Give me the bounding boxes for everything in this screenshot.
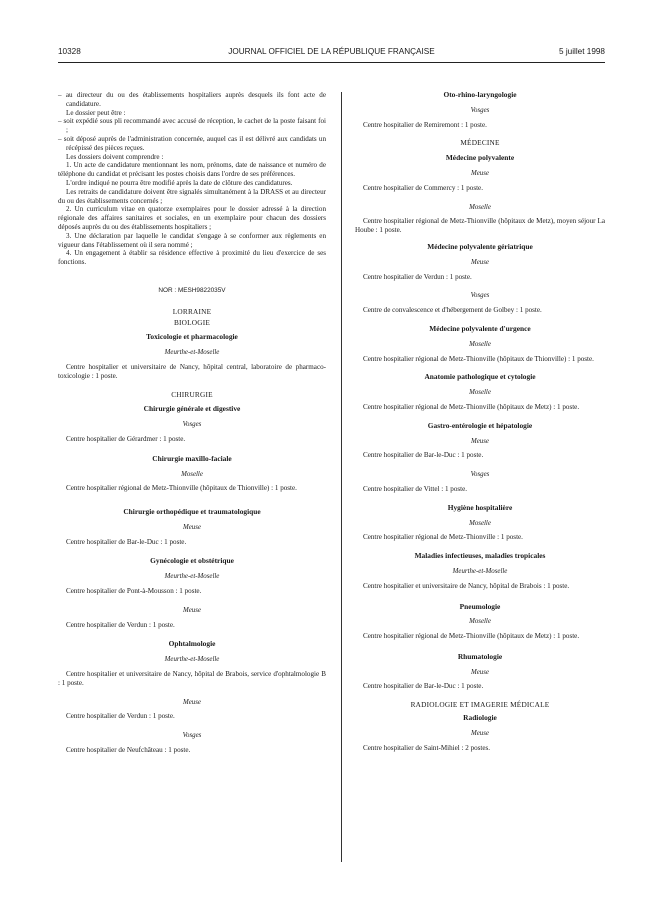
post-entry: Centre hospitalier régional de Metz-Thionville (hôpitaux de Metz) : 1 poste.: [363, 402, 580, 411]
post-entry: Centre hospitalier et universitaire de Nancy, hôpital de Brabois : 1 poste.: [363, 581, 570, 590]
left-listings: [58, 308, 326, 755]
journal-title: JOURNAL OFFICIEL DE LA RÉPUBLIQUE FRANÇAISE: [228, 47, 435, 56]
post-entry: Centre hospitalier régional de Metz-Thionville (hôpitaux de Thionville) : 1 poste.: [66, 484, 297, 493]
department-label: Meurthe-et-Moselle: [164, 656, 220, 664]
specialty-heading: Médecine polyvalente: [445, 153, 515, 163]
specialty-heading: Maladies infectieuses, maladies tropicales: [414, 551, 546, 561]
column-divider: [341, 92, 342, 862]
department-label: Moselle: [469, 340, 491, 348]
post-entry: Centre hospitalier régional de Metz-Thionville (hôpitaux de Metz), moyen séjour La Hoube : 1 poste.: [355, 217, 605, 235]
intro-paragraph: L'ordre indiqué ne pourra être modifié après la date de clôture des candidatures.: [66, 178, 293, 187]
post-entry: Centre hospitalier de Bar-le-Duc : 1 poste.: [363, 451, 484, 460]
post-entry: Centre hospitalier régional de Metz-Thionville (hôpitaux de Metz) : 1 poste.: [363, 632, 580, 641]
department-label: Moselle: [181, 470, 203, 478]
left-column: [58, 91, 326, 755]
department-label: Vosges: [470, 471, 490, 479]
post-entry: Centre hospitalier de Bar-le-Duc : 1 poste.: [363, 682, 484, 691]
header-rule: [58, 62, 605, 63]
department-label: Moselle: [469, 519, 491, 527]
section-heading: LORRAINE: [172, 306, 212, 316]
specialty-heading: Hygiène hospitalière: [447, 502, 513, 512]
specialty-heading: Anatomie pathologique et cytologie: [424, 372, 536, 382]
department-label: Meurthe-et-Moselle: [164, 573, 220, 581]
department-label: Meuse: [471, 437, 489, 445]
specialty-heading: Pneumologie: [459, 601, 501, 611]
intro-paragraph: 4. Un engagement à établir sa résidence effective à proximité du lieu d'exercice de ses fonctions.: [58, 249, 326, 267]
post-entry: Centre de convalescence et d'hébergement de Golbey : 1 poste.: [363, 306, 542, 315]
department-label: Vosges: [470, 292, 490, 300]
department-label: Meurthe-et-Moselle: [452, 567, 508, 575]
post-entry: Centre hospitalier de Gérardmer : 1 poste.: [66, 434, 186, 443]
page-header: [58, 47, 605, 61]
department-label: Moselle: [469, 203, 491, 211]
intro-paragraph: Le dossier peut être :: [66, 108, 126, 117]
department-label: Meuse: [471, 729, 489, 737]
department-label: Meuse: [471, 258, 489, 266]
department-label: Meuse: [183, 523, 201, 531]
intro-paragraph: – soit expédié sous pli recommandé avec accusé de réception, le cachet de la poste faisant foi ;: [58, 117, 326, 135]
department-label: Meuse: [471, 668, 489, 676]
specialty-heading: Ophtalmologie: [168, 639, 216, 649]
post-entry: Centre hospitalier de Vittel : 1 poste.: [363, 484, 468, 493]
department-label: Moselle: [469, 618, 491, 626]
specialty-heading: Gastro-entérologie et hépatologie: [427, 420, 533, 430]
specialty-heading: Radiologie: [463, 713, 497, 723]
department-label: Meurthe-et-Moselle: [164, 349, 220, 357]
department-label: Meuse: [183, 698, 201, 706]
post-entry: Centre hospitalier et universitaire de Nancy, hôpital central, laboratoire de pharmaco-toxicologie : 1 poste.: [58, 362, 326, 380]
specialty-heading: Médecine polyvalente d'urgence: [429, 323, 531, 333]
post-entry: Centre hospitalier de Saint-Mihiel : 2 postes.: [363, 743, 491, 752]
department-label: Vosges: [182, 421, 202, 429]
right-listings: [355, 91, 605, 752]
section-heading: CHIRURGIE: [171, 389, 213, 399]
post-entry: Centre hospitalier de Bar-le-Duc : 1 poste.: [66, 537, 187, 546]
post-entry: Centre hospitalier de Commercy : 1 poste.: [363, 183, 483, 192]
issue-date: 5 juillet 1998: [559, 47, 605, 56]
intro-paragraph: Les retraits de candidature doivent être signalés simultanément à la DRASS et au directeur du ou des établissements concernés ;: [58, 187, 326, 205]
section-heading: MÉDECINE: [460, 138, 500, 148]
intro-paragraph: – au directeur du ou des établissements hospitaliers auprès desquels ils font acte de candidature.: [58, 91, 326, 108]
intro-paragraph: 1. Un acte de candidature mentionnant les nom, prénoms, date de naissance et numéro de téléphone du candidat et précisant les postes choisis dans l'ordre de ses préférences.: [58, 161, 326, 179]
post-entry: Centre hospitalier de Verdun : 1 poste.: [66, 712, 175, 721]
specialty-heading: Gynécologie et obstétrique: [150, 556, 234, 566]
post-entry: Centre hospitalier de Verdun : 1 poste.: [363, 272, 472, 281]
post-entry: Centre hospitalier de Verdun : 1 poste.: [66, 620, 175, 629]
post-entry: Centre hospitalier et universitaire de Nancy, hôpital de Brabois, service d'ophtalmologie B : 1 poste.: [58, 670, 326, 687]
post-entry: Centre hospitalier de Pont-à-Mousson : 1 poste.: [66, 587, 202, 596]
specialty-heading: Chirurgie maxillo-faciale: [152, 453, 232, 463]
section-heading: BIOLOGIE: [173, 317, 211, 327]
department-label: Vosges: [182, 732, 202, 740]
department-label: Meuse: [183, 606, 201, 614]
intro-paragraph: 2. Un curriculum vitae en quatorze exemplaires pour le dossier adressé à la direction régionale des affaires sanitaires et sociales, en un exemplaire pour chacun des dossiers déposés auprès du ou des établissements hospitaliers ;: [58, 205, 326, 231]
page-number: 10328: [58, 47, 81, 56]
post-entry: Centre hospitalier de Neufchâteau : 1 poste.: [66, 746, 191, 755]
intro-text: [58, 91, 326, 267]
post-entry: Centre hospitalier de Remiremont : 1 poste.: [363, 120, 487, 129]
department-label: Vosges: [470, 106, 490, 114]
department-label: Moselle: [469, 389, 491, 397]
intro-paragraph: 3. Une déclaration par laquelle le candidat s'engage à se conformer aux règlements en vigueur dans l'établissement où il sera nommé ;: [58, 231, 326, 249]
section-heading: RADIOLOGIE ET IMAGERIE MÉDICALE: [410, 700, 550, 710]
specialty-heading: Oto-rhino-laryngologie: [443, 90, 517, 99]
right-column: [355, 91, 605, 752]
specialty-heading: Rhumatologie: [457, 651, 503, 661]
intro-paragraph: – soit déposé auprès de l'administration concernée, auquel cas il est délivré aux candidats un récépissé des pièces reçues.: [58, 134, 326, 152]
specialty-heading: Toxicologie et pharmacologie: [146, 332, 238, 342]
department-label: Meuse: [471, 169, 489, 177]
specialty-heading: Chirurgie générale et digestive: [143, 404, 241, 414]
specialty-heading: Médecine polyvalente gériatrique: [427, 241, 533, 251]
post-entry: Centre hospitalier régional de Metz-Thionville : 1 poste.: [363, 533, 523, 542]
intro-paragraph: Les dossiers doivent comprendre :: [66, 152, 164, 161]
specialty-heading: Chirurgie orthopédique et traumatologique: [123, 507, 261, 517]
post-entry: Centre hospitalier régional de Metz-Thionville (hôpitaux de Thionville) : 1 poste.: [363, 354, 594, 363]
nor-reference: NOR : MESH9822035V: [158, 286, 226, 294]
